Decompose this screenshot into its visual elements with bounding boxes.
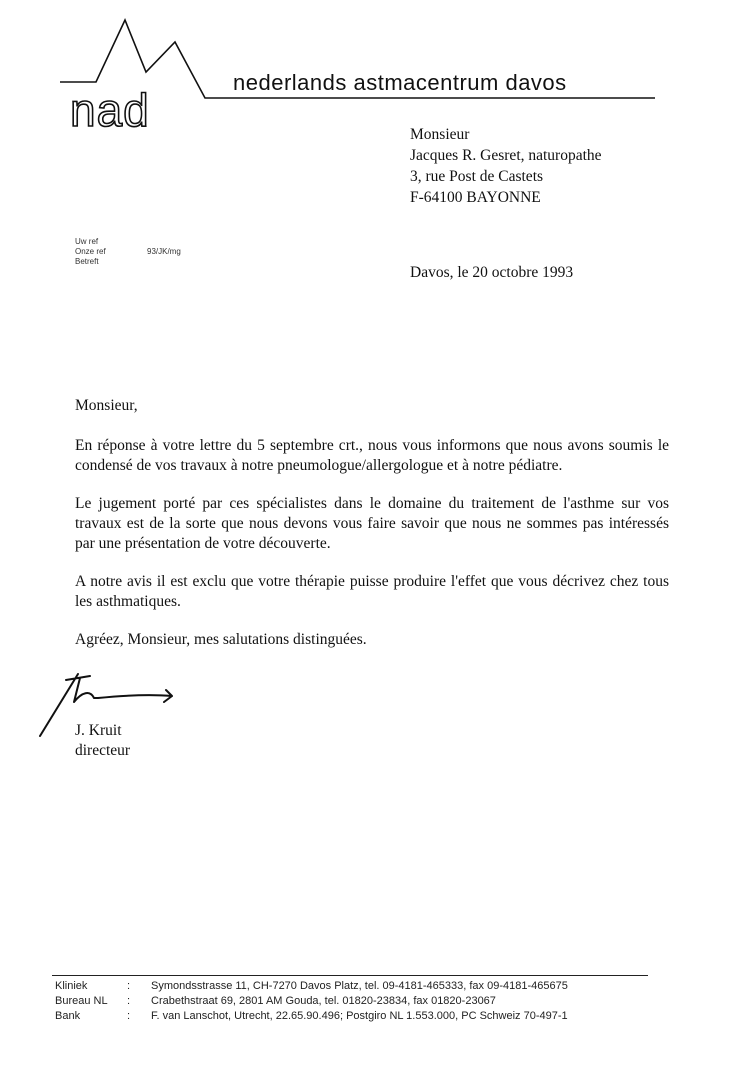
signatory-block — [75, 721, 130, 761]
letter-date: Davos, le 20 octobre 1993 — [410, 264, 574, 281]
footer-label: Kliniek — [55, 980, 88, 992]
footer-row — [55, 979, 568, 994]
reference-row — [75, 247, 181, 257]
signatory-title: directeur — [75, 742, 131, 759]
recipient-address — [410, 124, 602, 208]
paragraph: Le jugement porté par ces spécialistes dans le domaine du traitement de l'asthme sur vos travaux est de la sorte que nous devons vous faire savoir que nous ne sommes pas intéressés par une présentation de votre découverte. — [75, 495, 669, 552]
reference-row — [75, 237, 181, 247]
footer-row — [55, 1009, 568, 1024]
footer-text: Crabethstraat 69, 2801 AM Gouda, tel. 01820-23834, fax 01820-23067 — [151, 995, 496, 1007]
footer-label: Bank — [55, 1010, 81, 1022]
signatory-name: J. Kruit — [75, 722, 122, 739]
footer-row — [55, 994, 568, 1009]
salutation: Monsieur, — [75, 397, 138, 414]
logo-nad: nad — [70, 84, 150, 136]
recipient-line: Monsieur — [410, 126, 470, 143]
reference-label: Onze ref — [75, 247, 106, 256]
reference-label: Betreft — [75, 257, 99, 266]
footer-separator: : — [127, 1010, 131, 1022]
paragraph: En réponse à votre lettre du 5 septembre crt., nous vous informons que nous avons soumis le condensé de vos travaux à notre pneumologue/allergologue et à notre pédiatre. — [75, 437, 669, 474]
reference-value: 93/JK/mg — [147, 247, 181, 256]
footer-separator: : — [127, 980, 131, 992]
organization-name: nederlands astmacentrum davos — [233, 70, 567, 95]
recipient-line: 3, rue Post de Castets — [410, 168, 544, 185]
reference-label: Uw ref — [75, 237, 99, 246]
footer — [55, 979, 568, 1024]
recipient-line: Jacques R. Gesret, naturopathe — [410, 147, 602, 164]
reference-row — [75, 257, 181, 267]
recipient-line: F-64100 BAYONNE — [410, 189, 541, 206]
reference-block — [75, 237, 181, 267]
letter-body — [75, 396, 669, 668]
footer-text: F. van Lanschot, Utrecht, 22.65.90.496; Postgiro NL 1.553.000, PC Schweiz 70-497-1 — [151, 1010, 568, 1022]
paragraph: A notre avis il est exclu que votre thérapie puisse produire l'effet que vous décrivez chez tous les asthmatiques. — [75, 573, 669, 610]
footer-text: Symondsstrasse 11, CH-7270 Davos Platz, tel. 09-4181-465333, fax 09-4181-465675 — [151, 980, 568, 992]
footer-divider — [52, 975, 648, 976]
footer-label: Bureau NL — [55, 995, 108, 1007]
closing: Agréez, Monsieur, mes salutations distinguées. — [75, 631, 367, 648]
footer-separator: : — [127, 995, 131, 1007]
